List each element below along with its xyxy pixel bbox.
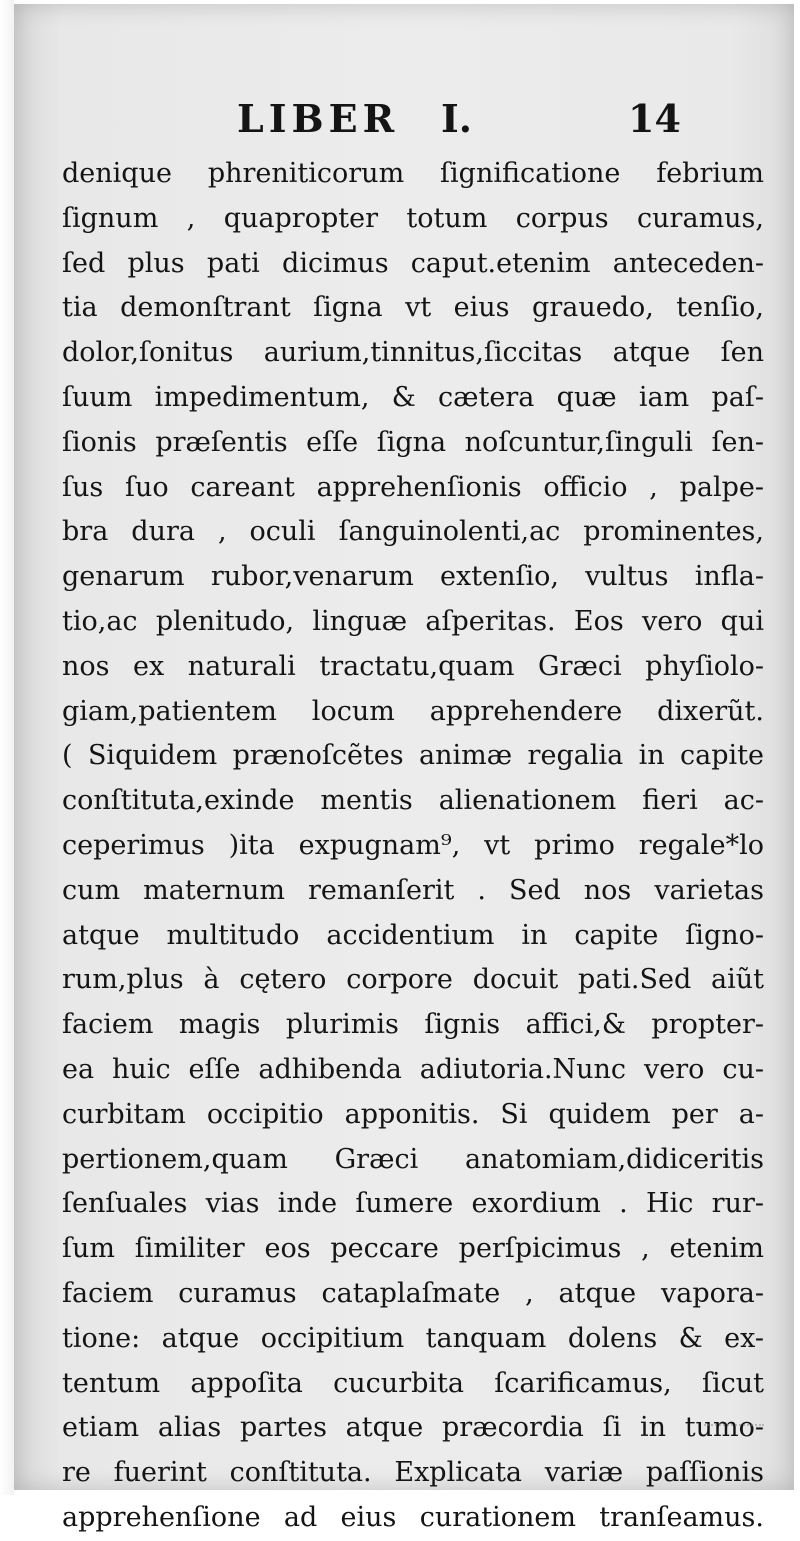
text-line: ſuum impedimentum, & cætera quæ iam paſ- [62, 381, 764, 413]
text-line: conſtituta,exinde mentis alienationem fieri ac- [62, 785, 764, 817]
text-line: tio,ac plenitudo, linguæ aſperitas. Eos vero qui [62, 605, 764, 637]
text-line: faciem magis plurimis ſignis affici,& propter- [62, 1009, 764, 1041]
book-number: I. [441, 96, 473, 141]
text-line: ſum ſimiliter eos peccare perſpicimus , etenim [62, 1233, 764, 1265]
text-line: pertionem,quam Græci anatomiam,didiceritis [62, 1143, 764, 1175]
text-line: giam,patientem locum apprehendere dixerũt. [62, 695, 764, 727]
text-line: tia demonſtrant ſigna vt eius grauedo, tenſio, [62, 292, 764, 324]
text-line: nos ex naturali tractatu,quam Græci phyſiolo- [62, 650, 764, 682]
page-header [14, 96, 794, 156]
text-line: curbitam occipitio apponitis. Si quidem per a- [62, 1098, 764, 1130]
text-line: tentum appoſita cucurbita ſcarificamus, ſicut [62, 1367, 764, 1399]
page-edge-shadow [0, 0, 14, 1495]
text-line: tione: atque occipitium tanquam dolens & ex- [62, 1322, 764, 1354]
text-line: etiam alias partes atque præcordia ſi in tumo- [62, 1412, 764, 1444]
text-line: rum,plus à cętero corpore docuit pati.Sed aiũt [62, 964, 764, 996]
text-line: re fuerint conſtituta. Explicata variæ paſſionis [62, 1457, 764, 1489]
text-line: ( Siquidem prænoſcẽtes animæ regalia in capite [62, 740, 764, 772]
text-line: ea huic eſſe adhibenda adiutoria.Nunc vero cu- [62, 1053, 764, 1085]
running-title: LIBER [237, 96, 400, 141]
ink-smudge [704, 1424, 764, 1430]
text-line: apprehenſione ad eius curationem tranſeamus. [62, 1501, 764, 1533]
text-line: atque multitudo accidentium in capite ſigno- [62, 919, 764, 951]
text-line: ceperimus )ita expugnam⁹, vt primo regale*lo [62, 829, 764, 861]
text-line: ſionis præſentis eſſe ſigna noſcuntur,ſinguli ſen- [62, 426, 764, 458]
book-page [14, 4, 794, 1533]
text-line: dolor,ſonitus aurium,tinnitus,ſiccitas atque ſen [62, 337, 764, 369]
body-text [62, 152, 764, 1541]
page-number: 14 [628, 96, 681, 141]
text-line: denique phreniticorum ſignificatione febrium [62, 158, 764, 189]
text-line: ſignum , quapropter totum corpus curamus, [62, 202, 764, 234]
text-line: ſenſuales vias inde ſumere exordium . Hic rur- [62, 1188, 764, 1220]
text-line: faciem curamus cataplaſmate , atque vapora- [62, 1277, 764, 1309]
text-line: cum maternum remanſerit . Sed nos varietas [62, 874, 764, 906]
text-line: bra dura , oculi ſanguinolenti,ac prominentes, [62, 516, 764, 548]
text-line: ſus ſuo careant apprehenſionis officio , palpe- [62, 471, 764, 503]
text-line: genarum rubor,venarum extenſio, vultus infla- [62, 561, 764, 593]
text-line: ſed plus pati dicimus caput.etenim anteceden- [62, 247, 764, 279]
